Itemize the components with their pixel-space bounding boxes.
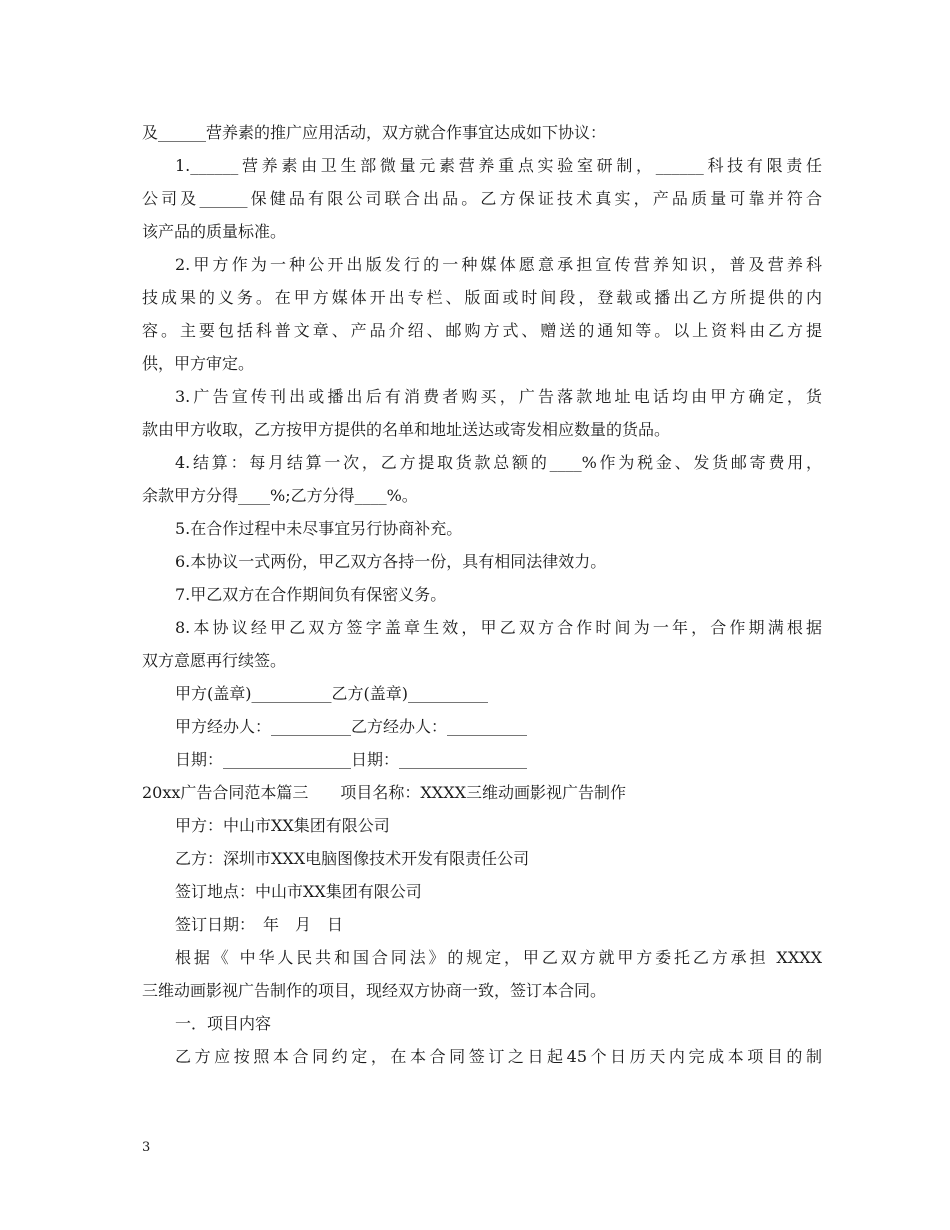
text-line: 供，甲方审定。 [142, 354, 255, 373]
text-line: 7.甲乙双方在合作期间负有保密义务。 [175, 585, 447, 604]
text-line: 款由甲方收取，乙方按甲方提供的名单和地址送达或寄发相应数量的货品。 [142, 420, 671, 439]
signature-line: 甲方(盖章)__________乙方(盖章)__________ [175, 684, 488, 703]
document-body [142, 116, 822, 1073]
text-line: 1.______营养素由卫生部微量元素营养重点实验室研制，______科技有限责任 [175, 156, 822, 175]
section-heading: 20xx广告合同范本篇三 项目名称：XXXX三维动画影视广告制作 [142, 783, 626, 802]
signature-line: 甲方经办人：__________乙方经办人：__________ [175, 717, 528, 736]
text-line: 该产品的质量标准。 [142, 222, 287, 241]
text-line: 乙方：深圳市XXX电脑图像技术开发有限责任公司 [175, 849, 530, 868]
page-number: 3 [142, 1140, 151, 1155]
text-line: 3.广告宣传刊出或播出后有消费者购买，广告落款地址电话均由甲方确定，货 [175, 387, 822, 406]
text-line: 4.结算：每月结算一次，乙方提取货款总额的____%作为税金、发货邮寄费用， [175, 453, 822, 472]
text-line: 三维动画影视广告制作的项目，现经双方协商一致，签订本合同。 [142, 981, 607, 1000]
text-line: 2.甲方作为一种公开出版发行的一种媒体愿意承担宣传营养知识，普及营养科 [175, 255, 822, 274]
text-line: 公司及______保健品有限公司联合出品。乙方保证技术真实，产品质量可靠并符合 [142, 189, 822, 208]
subsection-heading: 一．项目内容 [175, 1014, 272, 1033]
text-line: 余款甲方分得____%;乙方分得____%。 [142, 486, 418, 505]
text-line: 根据《 中华人民共和国合同法》的规定，甲乙双方就甲方委托乙方承担 XXXX [175, 948, 822, 967]
text-line: 乙方应按照本合同约定，在本合同签订之日起45个日历天内完成本项目的制 [175, 1047, 822, 1066]
text-line: 技成果的义务。在甲方媒体开出专栏、版面或时间段，登载或播出乙方所提供的内 [142, 288, 822, 307]
text-line: 签订地点：中山市XX集团有限公司 [175, 882, 422, 901]
text-line: 双方意愿再行续签。 [142, 651, 287, 670]
date-line: 日期：________________日期：________________ [175, 750, 528, 769]
text-line: 签订日期： 年 月 日 [175, 915, 344, 934]
text-line: 5.在合作过程中未尽事宜另行协商补充。 [175, 519, 463, 538]
text-line: 8.本协议经甲乙双方签字盖章生效，甲乙双方合作时间为一年，合作期满根据 [175, 618, 822, 637]
text-line: 甲方：中山市XX集团有限公司 [175, 816, 390, 835]
text-line: 容。主要包括科普文章、产品介绍、邮购方式、赠送的通知等。以上资料由乙方提 [142, 321, 822, 340]
text-line: 及______营养素的推广应用活动，双方就合作事宜达成如下协议： [142, 123, 607, 142]
text-line: 6.本协议一式两份，甲乙双方各持一份，具有相同法律效力。 [175, 552, 607, 571]
